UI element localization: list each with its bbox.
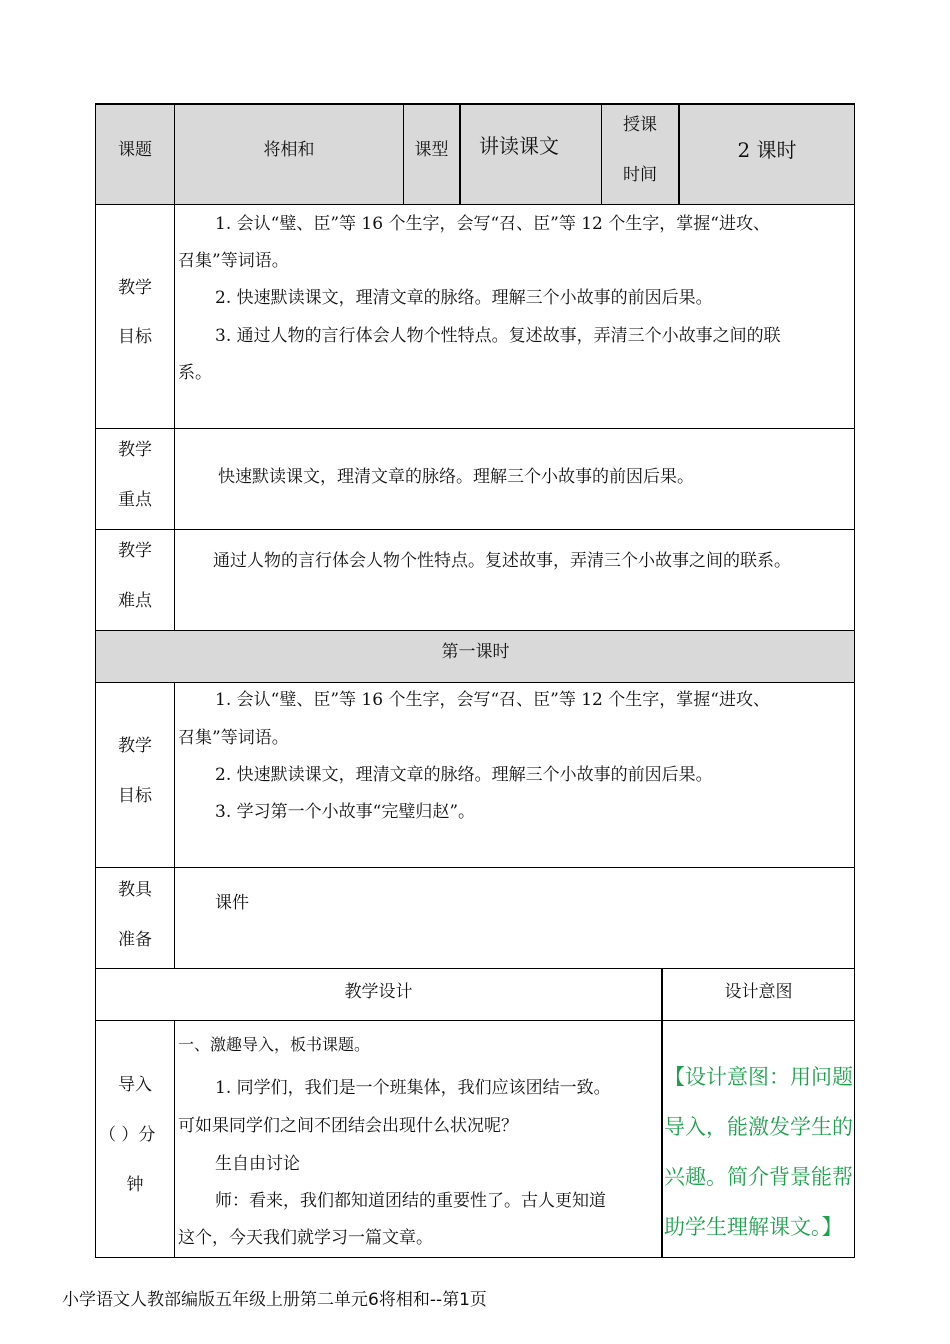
design-line: 可如果同学们之间不团结会出现什么状况呢？ [178,1116,518,1136]
design-intent-line: 兴趣。简介背景能帮 [664,1165,853,1189]
time-value: 2 课时 [737,138,797,162]
lesson1-goals-label-1: 教学 [118,736,152,756]
vline [174,1020,175,1257]
subject-label: 课题 [118,140,152,160]
stage-label-3: 钟 [126,1175,144,1195]
vline [661,968,663,1258]
vline [174,204,175,630]
design-intent-line: 【设计意图：用问题 [664,1065,853,1089]
hline [95,529,855,530]
vline [854,103,855,1258]
goal-line: 系。 [178,363,212,383]
goals-label-2: 目标 [118,327,152,347]
design-line: 1. 同学们，我们是一个班集体，我们应该团结一致。 [215,1078,611,1098]
time-label-2: 时间 [623,165,657,185]
tools-label-1: 教具 [118,880,152,900]
goal-line: 3. 通过人物的言行体会人物个性特点。复述故事，弄清三个小故事之间的联 [215,326,781,346]
type-label: 课型 [414,140,449,160]
lesson1-goal-line: 2. 快速默读课文，理清文章的脉络。理解三个小故事的前因后果。 [215,765,713,785]
key-label-2: 重点 [118,490,152,510]
lesson1-goal-line: 1. 会认“璧、臣”等 16 个生字，会写“召、臣”等 12 个生字，掌握“进攻、 [215,690,770,710]
key-points-text: 快速默读课文，理清文章的脉络。理解三个小故事的前因后果。 [218,467,694,487]
design-line: 生自由讨论 [215,1154,300,1174]
hline [95,428,855,429]
design-intent-line: 助学生理解课文。】 [664,1215,843,1239]
goal-line: 2. 快速默读课文，理清文章的脉络。理解三个小故事的前因后果。 [215,288,713,308]
hline [95,204,855,205]
stage-label-1: 导入 [118,1075,152,1095]
design-line: 师：看来，我们都知道团结的重要性了。古人更知道 [215,1191,606,1211]
design-header-left: 教学设计 [344,982,413,1002]
type-value: 讲读课文 [479,134,559,158]
lesson1-goal-line: 3. 学习第一个小故事“完璧归赵”。 [215,802,476,822]
hline [95,682,855,683]
stage-label-2: （ ）分 [99,1125,156,1145]
lesson1-title: 第一课时 [441,642,510,662]
hline [95,1020,855,1021]
design-header-right: 设计意图 [724,982,793,1002]
tools-value: 课件 [215,893,249,913]
diff-label-2: 难点 [118,591,152,611]
design-line: 这个，今天我们就学习一篇文章。 [178,1228,433,1248]
goal-line: 1. 会认“璧、臣”等 16 个生字，会写“召、臣”等 12 个生字，掌握“进攻、 [215,214,770,234]
lesson1-goal-line: 召集”等词语。 [178,728,289,748]
hline [95,103,855,105]
subject-value: 将相和 [263,140,315,160]
hline [95,630,855,631]
lesson1-goals-label-2: 目标 [118,786,152,806]
key-label-1: 教学 [118,440,152,460]
diff-label-1: 教学 [118,541,152,561]
difficulties-text: 通过人物的言行体会人物个性特点。复述故事，弄清三个小故事之间的联系。 [213,551,791,571]
page-footer: 小学语文人教部编版五年级上册第二单元6将相和--第1页 [62,1290,487,1310]
vline [459,103,461,204]
hline [95,968,855,969]
goals-label-1: 教学 [118,278,152,298]
time-label-1: 授课 [623,115,657,135]
vline [174,682,175,968]
tools-label-2: 准备 [118,930,152,950]
design-intent-line: 导入，能激发学生的 [664,1115,853,1139]
goal-line: 召集”等词语。 [178,251,289,271]
design-line: 一、激趣导入，板书课题。 [178,1035,371,1054]
hline [95,867,855,868]
hline [95,1257,855,1258]
